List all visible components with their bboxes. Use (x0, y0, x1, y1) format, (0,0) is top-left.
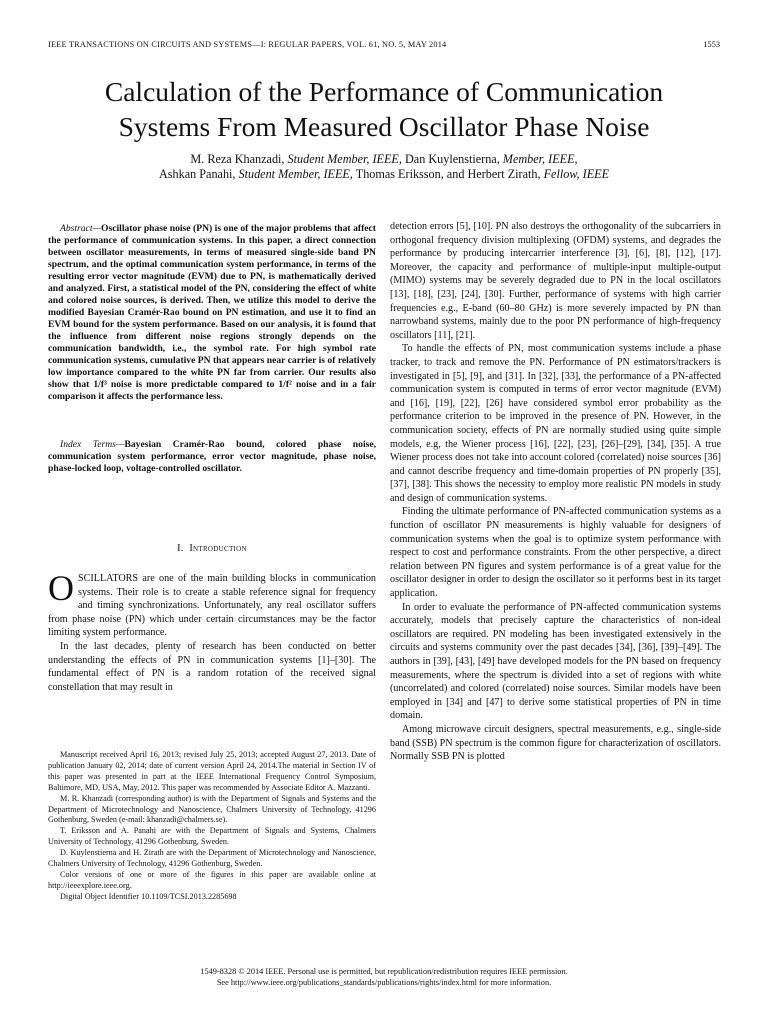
body-paragraph: In order to evaluate the performance of PN-affected communication systems accurately, models that precisely capture the characteristics of non-ideal oscillators are required. PN modeling has been investigated extensively in the circuits and systems community over the past decades [34], [36], [39]–[49]. The authors in [39], [43], [49] have developed models for the PN based on frequency measurements, where the spectrum is divided into a set of regions with white (uncorrelated) and colored (correlated) noise sources. Similar models have been employed in [34] and [47] to derive some statistical properties of PN in time domain. (390, 601, 721, 722)
footnote-affiliation: D. Kuylenstierna and H. Zirath are with the Department of Microtechnology and Nanoscience, Chalmers University of Technology, 41296 Gothenburg, Sweden. (48, 848, 376, 869)
abstract (48, 223, 376, 403)
author-name: Ashkan Panahi, (158, 167, 236, 181)
copyright-footer (0, 966, 768, 988)
index-terms-lead: Index Terms— (60, 439, 125, 450)
body-paragraph: Among microwave circuit designers, spectral measurements, e.g., single-side band (SSB) PN spectrum is the common figure for characterization of oscillators. Normally SSB PN is plotted (390, 723, 721, 763)
running-header: IEEE TRANSACTIONS ON CIRCUITS AND SYSTEMS—I: REGULAR PAPERS, VOL. 61, NO. 5, MAY 2014 (48, 40, 447, 49)
rights-line: See http://www.ieee.org/publications_standards/publications/rights/index.html for more information. (216, 978, 552, 987)
section-number: I. (177, 543, 184, 554)
paper-title (0, 74, 768, 144)
author-role: Student Member, IEEE, (238, 167, 353, 181)
intro-paragraph: In the last decades, plenty of research has been conducted on better understanding the effects of PN in communication systems [1]–[30]. The fundamental effect of PN is a random rotation of the received signal constellation that may result in (48, 640, 376, 693)
body-paragraph: detection errors [5], [10]. PN also destroys the orthogonality of the subcarriers in orthogonal frequency division multiplexing (OFDM) systems, and degrades the performance by producing intercarrier interference [3], [6], [8], [12], [17]. Moreover, the capacity and performance of multiple-input multiple-output (MIMO) systems may be severely degraded due to PN in the local oscillators [13], [18], [23], [24], [30]. Further, performance of systems with high carrier frequencies e.g., E-band (60–80 GHz) is more severely impacted by PN than narrowband systems, mainly due to the poor PN performance of high-frequency oscillators [11], [21]. (390, 221, 721, 341)
title-line-2: Systems From Measured Oscillator Phase Noise (118, 111, 650, 142)
author-list (0, 152, 768, 182)
author-line-2 (0, 167, 768, 182)
title-line-1: Calculation of the Performance of Communication (104, 76, 664, 107)
body-paragraph: Finding the ultimate performance of PN-affected communication systems as a function of oscillator PN measurements is highly valuable for designers of communication systems when the goal is to optimize system performance with respect to cost and performance constraints. From the other perspective, a direct relation between PN figures and system performance is of a great value for the oscillator designer in order to design the oscillator so it performs best in its target application. (390, 506, 721, 600)
footnote-affiliation: T. Eriksson and A. Panahi are with the Department of Signals and Systems, Chalmers University of Technology, 41296 Gothenburg, Sweden. (48, 826, 376, 847)
author-line-1 (0, 152, 768, 167)
author-role: Student Member, IEEE, (287, 152, 402, 166)
footnote-doi: Digital Object Identifier 10.1109/TCSI.2013.2285698 (60, 891, 237, 901)
abstract-text: Oscillator phase noise (PN) is one of the major problems that affect the performance of communication systems. In this paper, a direct connection between oscillator measurements, in terms of measured single-side band PN spectrum, and the optimal communication system performance, in terms of the resulting error vector magnitude (EVM) due to PN, is mathematically derived and analyzed. First, a statistical model of the PN, considering the effect of white and colored noise sources, is derived. Then, we utilize this model to derive the modified Bayesian Cramér-Rao bound on PN estimation, and use it to find an EVM bound for the system performance. Based on our analysis, it is found that the influence from different noise regions strongly depends on the communication bandwidth, i.e., the symbol rate. For high symbol rate communication systems, cumulative PN that appears near carrier is of relatively low importance compared to the white PN far from carrier. Our results also show that 1/f³ noise is more predictable compared to 1/f² noise and in a fair comparison it affects the performance less. (48, 223, 377, 402)
introduction-body (48, 568, 376, 694)
body-paragraph: To handle the effects of PN, most communication systems include a phase tracker, to track and remove the PN. Performance of PN estimators/trackers is investigated in [5], [9], and [31]. In [32], [33], the performance of a PN-affected communication system is computed in terms of error vector magnitude (EVM) and [16], [19], [22], [26] have considered symbol error probability as the performance criterion to be improved in the presence of PN. However, in the communication society, effects of PN are normally studied using quite simple models, e.g, the Wiener process [16], [22], [23], [26]–[29], [34], [35]. A true Wiener process does not take into account colored (correlated) noise sources [36] and cannot describe frequency and time-domain properties of PN properly [35], [37], [38]. This shows the necessity to employ more realistic PN models in study and design of communication systems. (390, 343, 721, 504)
author-name: Dan Kuylenstierna, (404, 152, 500, 166)
index-terms-text: Bayesian Cramér-Rao bound, colored phase noise, communication system performance, error vector magnitude, phase noise, phase-locked loop, voltage-controlled oscillator. (48, 439, 376, 474)
copyright-line: 1549-8328 © 2014 IEEE. Personal use is permitted, but republication/redistribution requires IEEE permission. (200, 967, 568, 976)
section-heading (48, 543, 376, 554)
author-name: M. Reza Khanzadi, (190, 152, 285, 166)
abstract-lead: Abstract— (60, 223, 102, 234)
index-terms (48, 439, 376, 475)
right-column (390, 220, 721, 764)
footnote-color: Color versions of one or more of the figures in this paper are available online at http://ieeexplore.ieee.org. (48, 869, 376, 890)
page-number: 1553 (703, 40, 720, 49)
author-role: Fellow, IEEE (543, 167, 610, 181)
section-title: Introduction (189, 543, 247, 554)
author-name: Thomas Eriksson, and Herbert Zirath, (355, 167, 541, 181)
author-role: Member, IEEE, (502, 152, 578, 166)
footnote-manuscript: Manuscript received April 16, 2013; revised July 25, 2013; accepted August 27, 2013. Date of publication January 02, 2014; date of current version April 24, 2014.The material in Section IV of this paper was presented in part at the IEEE International Frequency Control Symposium, Baltimore, MD, USA, May, 2012. This paper was recommended by Associate Editor A. Mazzanti. (48, 750, 376, 792)
intro-paragraph: OSCILLATORS are one of the main building blocks in communication systems. Their role is to create a stable reference signal for frequency and timing synchronizations. Unfortunately, any real oscillator suffers from phase noise (PN) which under certain circumstances may be the factor limiting system performance. (48, 568, 376, 639)
footnotes (48, 750, 376, 903)
drop-cap: O (48, 568, 74, 608)
footnote-affiliation: M. R. Khanzadi (corresponding author) is with the Department of Signals and Systems and the Department of Microtechnology and Nanoscience, Chalmers University of Technology, 41296 Gothenburg, Sweden (e-mail: khanzadi@chalmers.se). (48, 793, 376, 825)
